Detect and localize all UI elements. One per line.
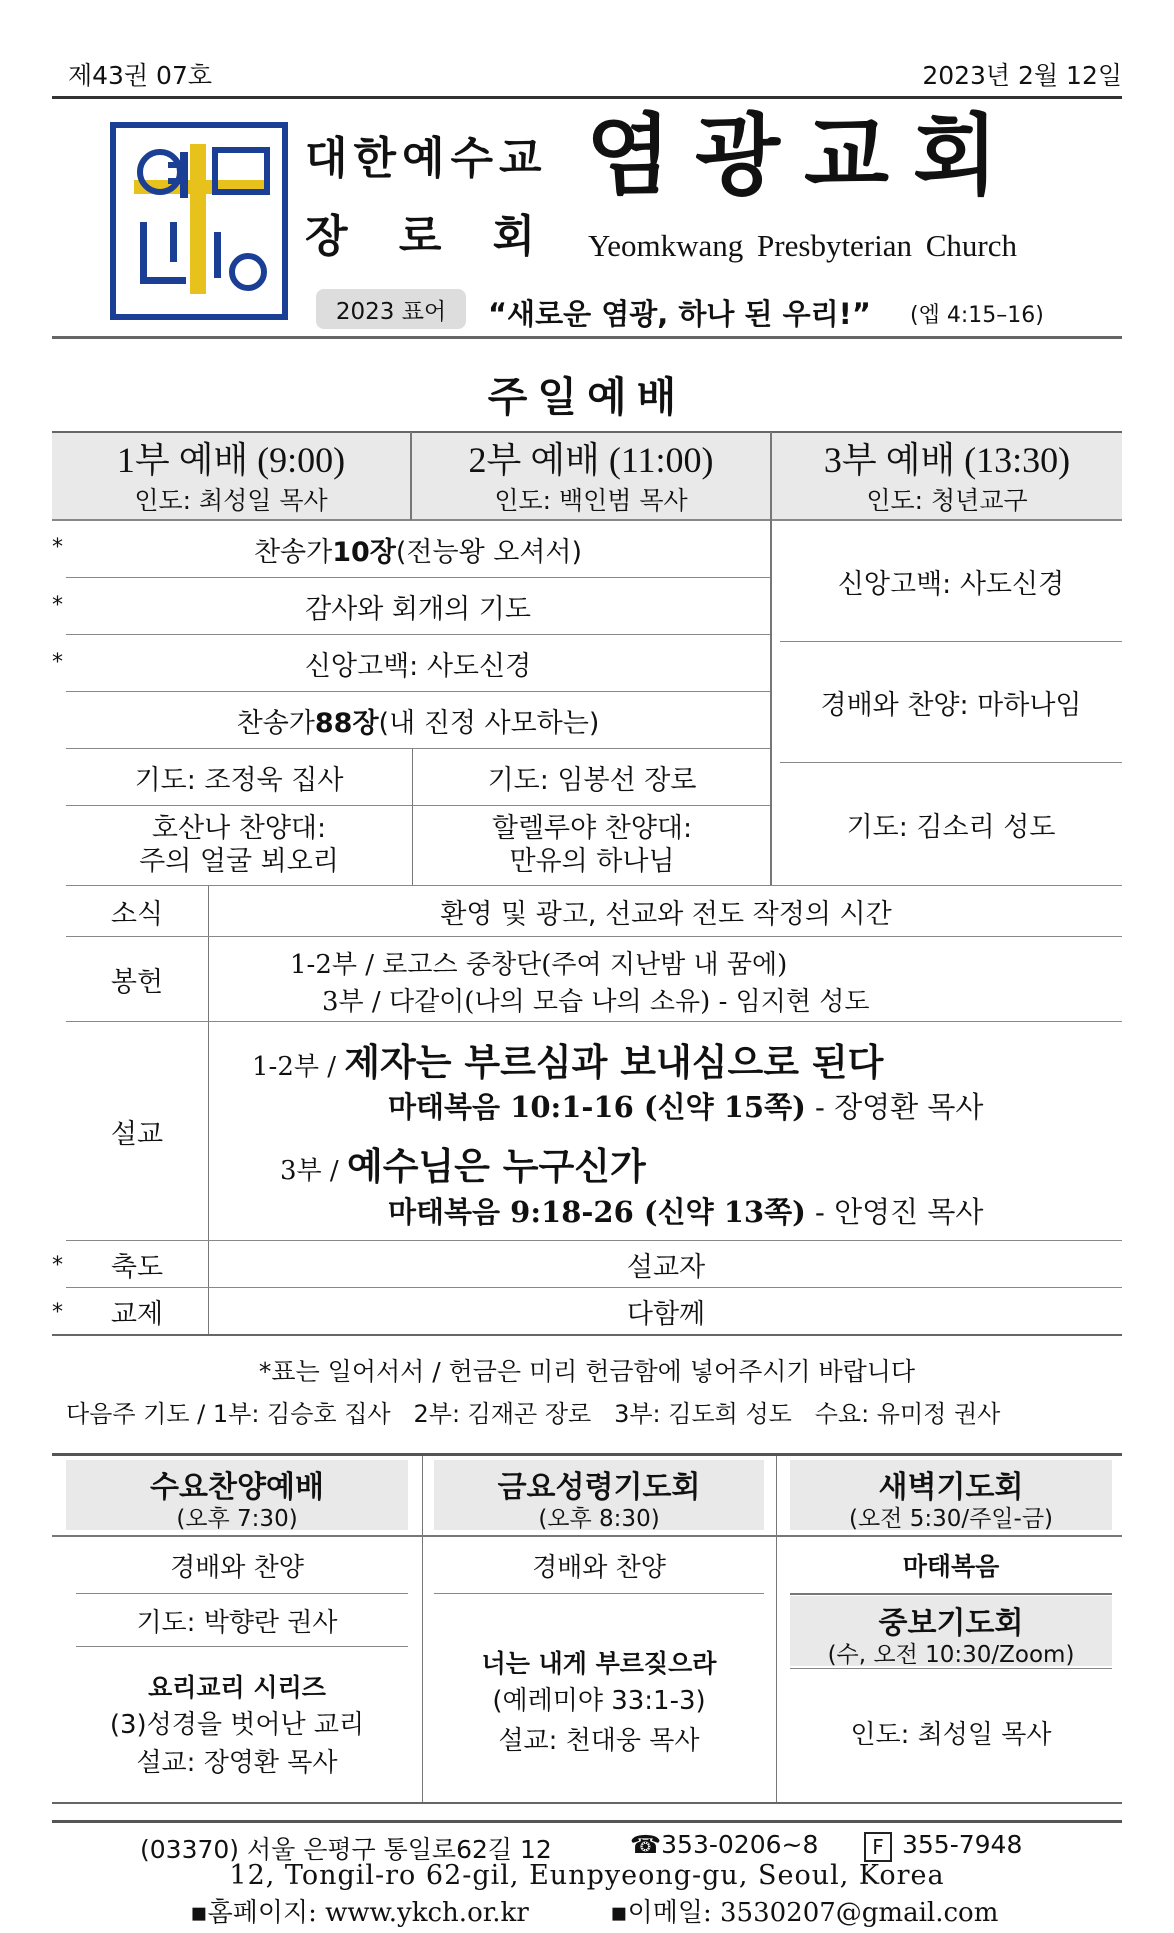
second-hymn: 찬송가 88장 (내 진정 사모하는) [236,707,600,739]
benediction-text: 설교자 [626,1251,706,1283]
divider [76,1646,408,1647]
sermon-3: 3부 / 예수님은 누구신가 [280,1145,646,1188]
wed-title: 수요찬양예배 [150,1470,324,1505]
top-rule [52,96,1122,99]
fax-icon: F [864,1832,892,1862]
sermon-1-2: 1-2부 / 제자는 부르심과 보내심으로 된다 [252,1041,884,1084]
wed-topic: (3)성경을 벗어난 교리 [109,1710,365,1740]
fri-preacher: 설교: 천대웅 목사 [498,1726,700,1756]
divider [434,1593,764,1594]
fri-scripture: (예레미야 33:1-3) [492,1686,706,1716]
denomination-line2: 장 로 회 [305,211,554,262]
confession-prayer: 감사와 회개의 기도 [305,593,531,625]
footer-rule [52,1820,1122,1823]
church-name: 염광교회 [586,104,1023,207]
sunday-worship-title: 주일예배 [487,373,687,421]
divider [422,1456,423,1802]
fri-praise: 경배와 찬양 [532,1552,666,1583]
offering-label: 봉헌 [110,966,164,998]
dawn-title: 새벽기도회 [878,1470,1024,1505]
benediction-label: 축도 [110,1251,164,1283]
weekday-bottom-rule [52,1802,1122,1804]
fellowship-label: 교제 [110,1298,164,1330]
choir-service-1: 호산나 찬양대: 주의 얼굴 뵈오리 [139,813,339,877]
divider [66,805,770,806]
service-3-name: 3부 예배 (13:30) [823,439,1071,480]
fri-time: (오후 8:30) [538,1506,660,1532]
sermon-3-scripture: 마태복음 9:18-26 (신약 13쪽) - 안영진 목사 [388,1195,984,1229]
service-2-name: 2부 예배 (11:00) [468,439,714,480]
motto-reference: (엡 4:15–16) [910,303,1044,328]
church-name-en: Yeomkwang Presbyterian Church [588,228,1018,263]
dawn-time: (오전 5:30/주일-금) [848,1506,1054,1532]
service-1-name: 1부 예배 (9:00) [116,439,346,480]
standing-mark: * [52,1253,63,1278]
service-3-leader: 인도: 청년교구 [866,486,1028,515]
church-motto: “새로운 염광, 하나 된 우리!” [488,297,871,331]
footer-homepage[interactable]: ▪홈페이지: www.ykch.or.kr [190,1898,529,1928]
divider [208,886,209,1334]
apostles-creed: 신앙고백: 사도신경 [304,650,532,682]
footer-fax: 355-7948 [902,1830,1023,1859]
prayer-service-2: 기도: 임봉선 장로 [487,764,697,796]
header-rule [52,336,1122,339]
intercession-time: (수, 오전 10:30/Zoom) [827,1642,1075,1668]
divider [66,936,1122,937]
footer-address: (03370) 서울 은평구 통일로62길 12 [140,1835,552,1864]
intercession-title: 중보기도회 [878,1606,1024,1641]
wed-praise: 경배와 찬양 [170,1552,304,1583]
divider [66,1021,1122,1022]
next-week-prayer: 다음주 기도 / 1부: 김승호 집사 2부: 김재곤 장로 3부: 김도희 성도 수요: 유미정 권사 [66,1400,1001,1428]
opening-hymn: 찬송가 10장 (전능왕 오셔서) [253,536,583,568]
bulletin-date: 2023년 2월 12일 [922,61,1122,90]
fri-title: 금요성령기도회 [497,1470,701,1505]
standing-mark: * [52,1300,63,1325]
footer-email[interactable]: ▪이메일: 3530207@gmail.com [610,1898,999,1928]
sermon-3-title: 예수님은 누구신가 [346,1145,646,1188]
divider [790,1593,1112,1595]
service-3-creed: 신앙고백: 사도신경 [837,568,1065,600]
service-2-leader: 인도: 백인범 목사 [494,486,688,515]
denomination-line1: 대한예수교 [305,133,548,184]
service-3-praise: 경배와 찬양: 마하나임 [820,689,1082,721]
issue-number: 제43권 07호 [68,61,213,90]
prayer-service-1: 기도: 조정욱 집사 [134,764,344,796]
service-1-leader: 인도: 최성일 목사 [134,486,328,515]
church-logo [110,122,288,320]
news-label: 소식 [110,898,164,930]
standing-mark: * [52,650,63,675]
footer-address-en: 12, Tongil-ro 62-gil, Eunpyeong-gu, Seoul, Korea [229,1860,945,1891]
wed-time: (오후 7:30) [176,1506,298,1532]
wed-prayer: 기도: 박향란 권사 [136,1607,338,1638]
fri-sermon-title: 너는 내게 부르짖으라 [481,1649,717,1678]
standing-note: *표는 일어서서 / 헌금은 미리 헌금함에 넣어주시기 바랍니다 [258,1357,916,1386]
sunday-bottom-rule [52,1334,1122,1336]
weekday-top-rule [52,1453,1122,1456]
choir-service-2: 할렐루야 찬양대: 만유의 하나님 [491,813,693,877]
offering-service-3: 3부 / 다같이(나의 모습 나의 소유) - 임지현 성도 [322,987,870,1017]
standing-mark: * [52,593,63,618]
sermon-1-2-title: 제자는 부르심과 보내심으로 된다 [344,1041,884,1084]
divider [412,749,413,885]
sermon-label: 설교 [110,1118,164,1150]
fellowship-text: 다함께 [626,1298,706,1330]
motto-badge: 2023 표어 [316,289,466,329]
intercession-leader: 인도: 최성일 목사 [850,1720,1052,1750]
wed-series: 요리교리 시리즈 [148,1673,326,1702]
offering-service-1-2: 1-2부 / 로고스 중창단(주여 지난밤 내 꿈에) [290,950,788,980]
sermon-1-2-scripture: 마태복음 10:1-16 (신약 15쪽) - 장영환 목사 [388,1090,984,1124]
divider [776,1456,777,1802]
standing-mark: * [52,535,63,560]
service-3-prayer: 기도: 김소리 성도 [846,811,1056,843]
news-text: 환영 및 광고, 선교와 전도 작정의 시간 [440,898,892,930]
services-bottom-rule [52,519,1122,521]
footer-phone: ☎353-0206~8 [630,1830,819,1859]
divider [790,1668,1112,1669]
wed-preacher: 설교: 장영환 목사 [136,1748,338,1778]
dawn-scripture: 마태복음 [902,1552,1000,1581]
